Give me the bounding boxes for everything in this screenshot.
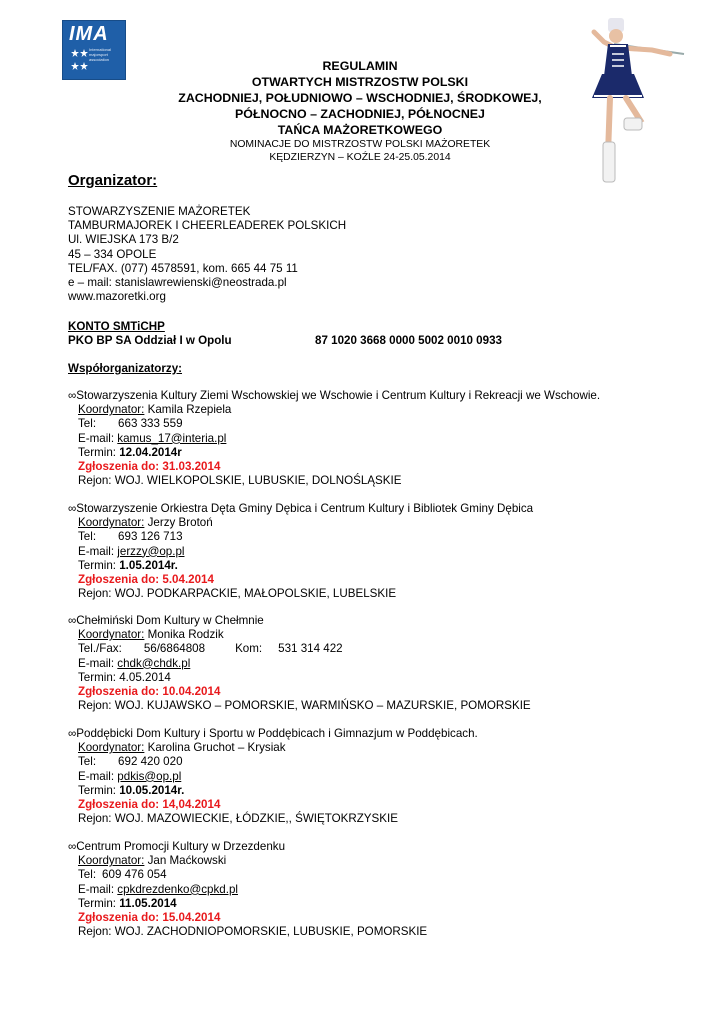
entry-name: Stowarzyszenie Orkiestra Dęta Gminy Dębica i Centrum Kultury i Bibliotek Gminy Dębica [76,502,534,515]
cooperator-entry [68,727,478,826]
email-link[interactable]: cpkdrezdenko@cpkd.pl [117,882,238,896]
tel-label: Tel: [78,755,97,769]
email-label: E-mail: [78,769,118,783]
header-location-date: KĘDZIERZYN – KOŹLE 24-25.05.2014 [269,152,451,163]
email-link[interactable]: kamus_17@interia.pl [117,431,227,445]
region: Rejon: WOJ. WIELKOPOLSKIE, LUBUSKIE, DOLNOŚLĄSKIE [78,474,402,488]
organizer-line: 45 – 334 OPOLE [68,247,157,261]
coordinator-label: Koordynator: [78,741,145,755]
document-header [150,58,570,164]
organizer-line: Ul. WIEJSKA 173 B/2 [68,233,179,247]
cooperator-entry [68,502,533,601]
coordinator-name: Jan Maćkowski [144,854,227,868]
tel-label: Tel: [78,417,97,431]
header-line-5: TAŃCA MAŻORETKOWEGO [277,123,443,137]
stars-icon [71,47,89,75]
header-line-3: ZACHODNIEJ, POŁUDNIOWO – WSCHODNIEJ, ŚRODKOWEJ, [178,91,542,105]
konto-account-number: 87 1020 3668 0000 5002 0010 0933 [315,334,502,347]
term-label: Termin: [78,896,120,910]
entry-name: Centrum Promocji Kultury w Drzezdenku [76,840,286,853]
email-link[interactable]: chdk@chdk.pl [117,656,191,670]
cooperator-entry [68,614,531,713]
term-value: 11.05.2014 [119,896,177,910]
konto-title: KONTO SMTiCHP [68,320,165,333]
organizer-line: TAMBURMAJOREK I CHEERLEADEREK POLSKICH [68,219,347,233]
coordinator-label: Koordynator: [78,628,145,642]
tel-label: Tel: [78,868,97,882]
organizer-email[interactable]: e – mail: stanislawrewienski@neostrada.pl [68,276,287,290]
tel-label: Tel: [78,530,97,544]
entry-name: Poddębicki Dom Kultury i Sportu w Poddębicach i Gimnazjum w Poddębicach. [76,727,478,740]
cooperator-entry [68,389,600,488]
organizer-line: STOWARZYSZENIE MAŻORETEK [68,205,251,218]
header-line-4: PÓŁNOCNO – ZACHODNIEJ, PÓŁNOCNEJ [235,107,485,121]
infinity-bullet-icon: ∞ [68,614,77,627]
email-label: E-mail: [78,431,118,445]
infinity-bullet-icon: ∞ [68,727,77,740]
term-label: Termin: [78,558,120,572]
majorette-figure-icon [574,14,686,190]
logo-subtitle: International majorsport association [89,47,112,62]
deadline: Zgłoszenia do: 31.03.2014 [78,460,221,474]
coordinator-name: Jerzy Brotoń [144,516,213,530]
infinity-bullet-icon: ∞ [68,502,77,515]
email-link[interactable]: pdkis@op.pl [117,769,182,783]
coordinator-name: Kamila Rzepiela [144,403,232,417]
coordinator-label: Koordynator: [78,516,145,530]
term-value: 10.05.2014r. [119,783,185,797]
coordinator-name: Karolina Gruchot – Krysiak [144,741,286,755]
ima-logo [62,20,126,80]
term-label: Termin: [78,445,120,459]
kom-label: Kom: [235,642,263,656]
region: Rejon: WOJ. PODKARPACKIE, MAŁOPOLSKIE, LUBELSKIE [78,587,397,601]
email-label: E-mail: [78,882,118,896]
infinity-bullet-icon: ∞ [68,389,77,402]
tel-value: 56/6864808 [143,642,206,656]
tel-value: 692 420 020 [118,755,183,769]
tel-value: 693 126 713 [118,530,183,544]
term-value: 1.05.2014r. [119,558,178,572]
organizer-title: Organizator: [68,172,158,189]
term-value: 12.04.2014r [119,445,182,459]
term-value: 4.05.2014 [119,670,171,684]
region: Rejon: WOJ. ZACHODNIOPOMORSKIE, LUBUSKIE, POMORSKIE [78,925,428,939]
coordinator-label: Koordynator: [78,854,145,868]
region: Rejon: WOJ. KUJAWSKO – POMORSKIE, WARMIŃSKO – MAZURSKIE, POMORSKIE [78,699,531,713]
coordinator-name: Monika Rodzik [144,628,224,642]
bank-account-block [68,320,502,348]
email-label: E-mail: [78,656,118,670]
kom-value: 531 314 422 [278,642,343,656]
organizer-line: TEL/FAX. (077) 4578591, kom. 665 44 75 11 [68,261,298,275]
deadline: Zgłoszenia do: 5.04.2014 [78,573,214,587]
tel-value: 663 333 559 [118,417,183,431]
konto-bank: PKO BP SA Oddział I w Opolu [68,334,232,348]
cooperator-entry [68,840,427,939]
deadline: Zgłoszenia do: 10.04.2014 [78,685,221,699]
deadline: Zgłoszenia do: 15.04.2014 [78,911,221,925]
header-line-2: OTWARTYCH MISTRZOSTW POLSKI [251,75,469,89]
term-label: Termin: [78,783,120,797]
organizer-address [68,205,346,304]
deadline: Zgłoszenia do: 14,04.2014 [78,798,221,812]
email-label: E-mail: [78,544,118,558]
term-label: Termin: [78,670,120,684]
entry-name: Stowarzyszenia Kultury Ziemi Wschowskiej we Wschowie i Centrum Kultury i Rekreacji we Wschowie. [76,389,601,402]
infinity-bullet-icon: ∞ [68,840,77,853]
entry-name: Chełmiński Dom Kultury w Chełmnie [76,614,264,627]
tel-label: Tel./Fax: [78,642,122,656]
organizer-website[interactable]: www.mazoretki.org [68,290,166,304]
tel-value: 609 476 054 [102,868,167,882]
logo-mark: IMA [69,23,109,45]
coordinator-label: Koordynator: [78,403,145,417]
header-nominations: NOMINACJE DO MISTRZOSTW POLSKI MAŻORETEK [229,139,491,150]
header-line-1: REGULAMIN [322,59,398,73]
email-link[interactable]: jerzzy@op.pl [117,544,185,558]
region: Rejon: WOJ. MAZOWIECKIE, ŁÓDZKIE,, ŚWIĘTOKRZYSKIE [78,812,398,826]
cooperators-title: Współorganizatorzy: [68,362,183,375]
